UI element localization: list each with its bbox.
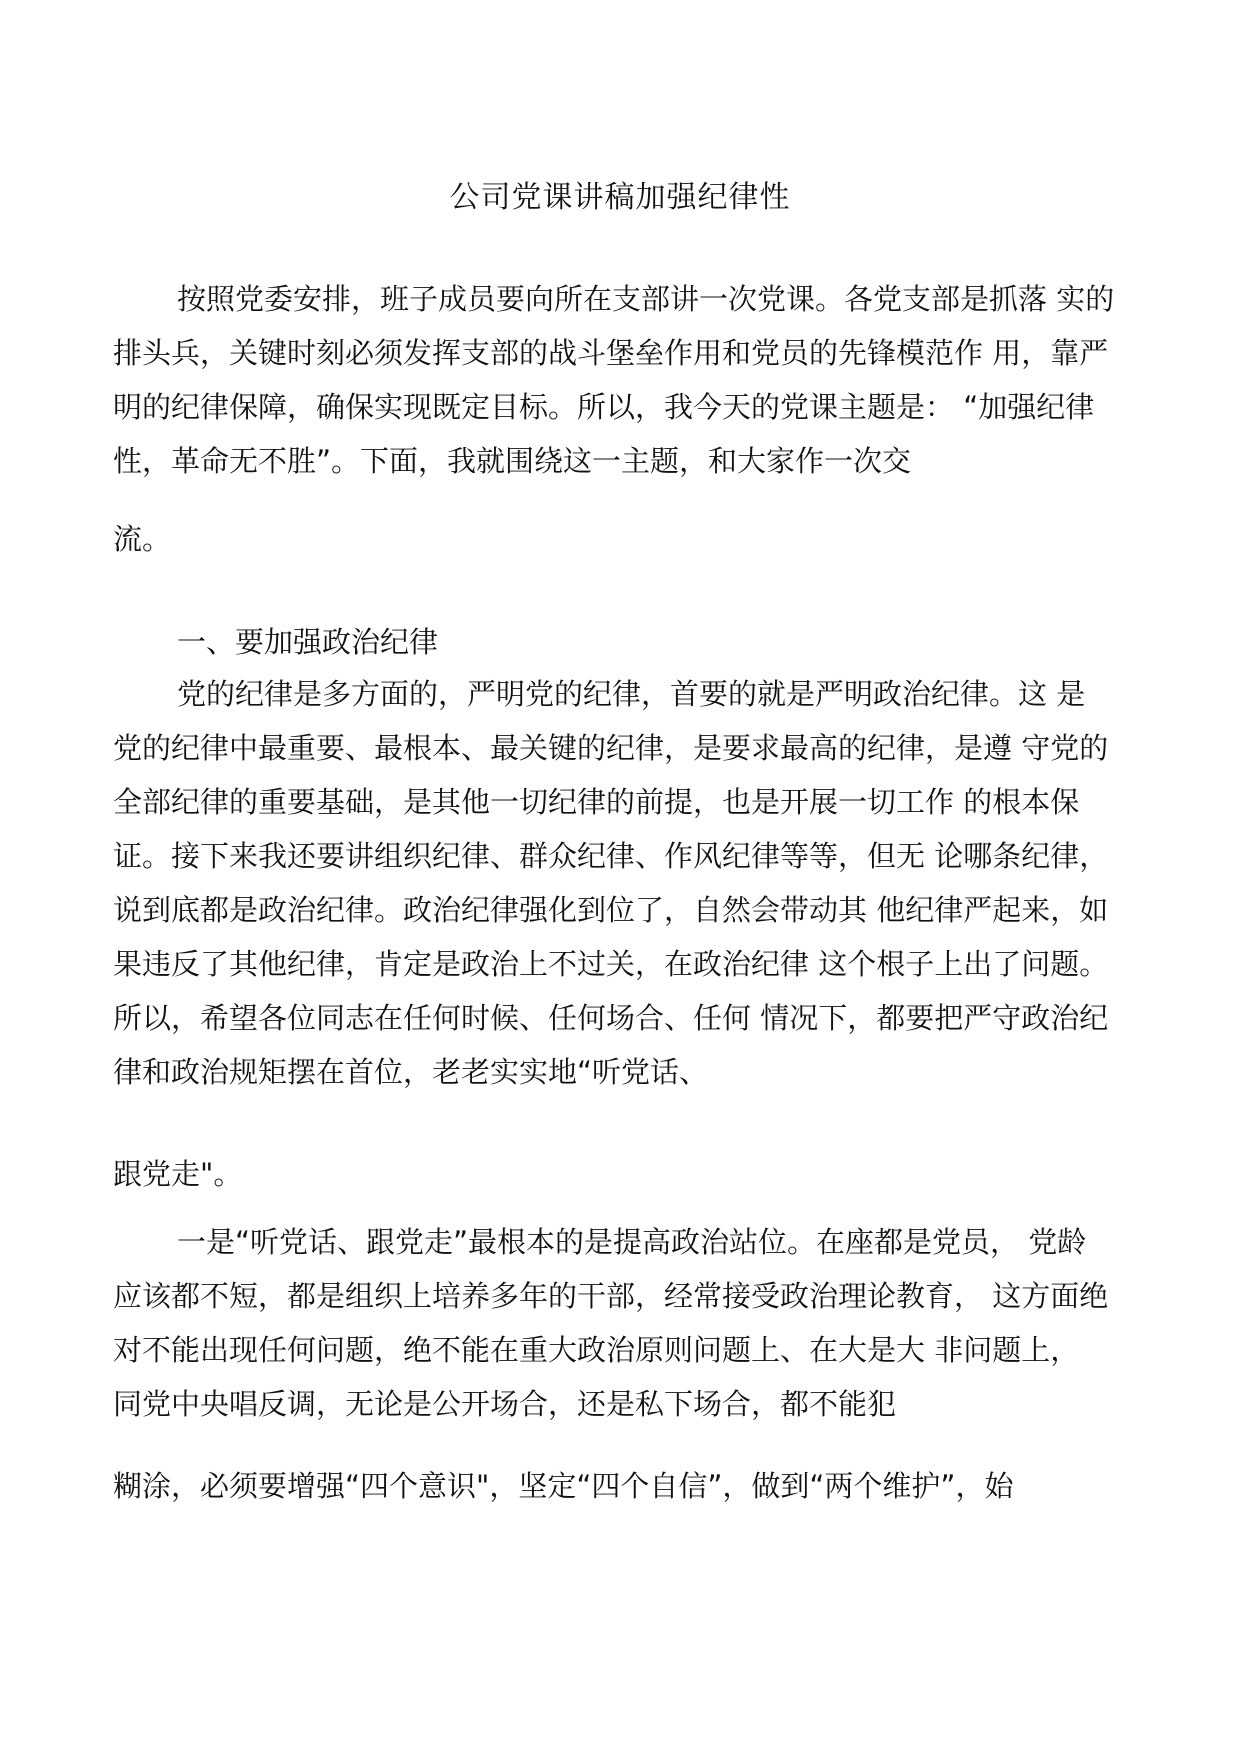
paragraph-line: 对不能出现任何问题，绝不能在重大政治原则问题上、在大是大 非问题上， [113,1333,1080,1367]
paragraph-line: 跟党走"。 [113,1157,243,1191]
paragraph-line: 证。接下来我还要讲组织纪律、群众纪律、作风纪律等等，但无 论哪条纪律， [113,839,1109,873]
paragraph-line: 糊涂，必须要增强“四个意识"，坚定“四个自信”，做到“两个维护”，始 [113,1469,1014,1503]
paragraph-line: 说到底都是政治纪律。政治纪律强化到位了，自然会带动其 他纪律严起来，如 [113,893,1109,927]
paragraph-line: 流。 [113,522,172,556]
paragraph-line: 党的纪律中最重要、最根本、最关键的纪律，是要求最高的纪律，是遵 守党的 [113,731,1109,765]
paragraph-line: 同党中央唱反调，无论是公开场合，还是私下场合，都不能犯 [113,1387,897,1421]
section-heading: 一、要加强政治纪律 [177,625,439,659]
paragraph-political-discipline-tail [113,1147,1133,1201]
paragraph-line: 排头兵，关键时刻必须发挥支部的战斗堡垒作用和党员的先锋模范作 用，靠严 [113,336,1109,370]
paragraph-political-stance [113,1215,1133,1431]
paragraph-line: 果违反了其他纪律，肯定是政治上不过关，在政治纪律 这个根子上出了问题。 [113,947,1109,981]
paragraph-line: 全部纪律的重要基础，是其他一切纪律的前提，也是开展一切工作 的根本保 [113,785,1080,819]
paragraph-intro-tail [113,512,1133,566]
document-title: 公司党课讲稿加强纪律性 [449,180,791,215]
paragraph-line: 应该都不短，都是组织上培养多年的干部，经常接受政治理论教育， 这方面绝 [113,1279,1109,1313]
paragraph-line: 一是“听党话、跟党走”最根本的是提高政治站位。在座都是党员， 党龄 [177,1225,1087,1259]
paragraph-line: 所以，希望各位同志在任何时候、任何场合、任何 情况下，都要把严守政治纪 [113,1001,1109,1035]
paragraph-intro [113,272,1133,488]
paragraph-line: 明的纪律保障，确保实现既定目标。所以，我今天的党课主题是： “加强纪律 [113,390,1095,424]
paragraph-line: 按照党委安排，班子成员要向所在支部讲一次党课。各党支部是抓落 实的 [177,282,1115,316]
paragraph-line: 党的纪律是多方面的，严明党的纪律，首要的就是严明政治纪律。这 是 [177,677,1086,711]
paragraph-political-stance-tail [113,1459,1133,1513]
paragraph-political-discipline [113,667,1133,1099]
paragraph-line: 性，革命无不胜”。下面，我就围绕这一主题，和大家作一次交 [113,444,912,478]
paragraph-line: 律和政治规矩摆在首位，老老实实地“听党话、 [113,1055,709,1089]
